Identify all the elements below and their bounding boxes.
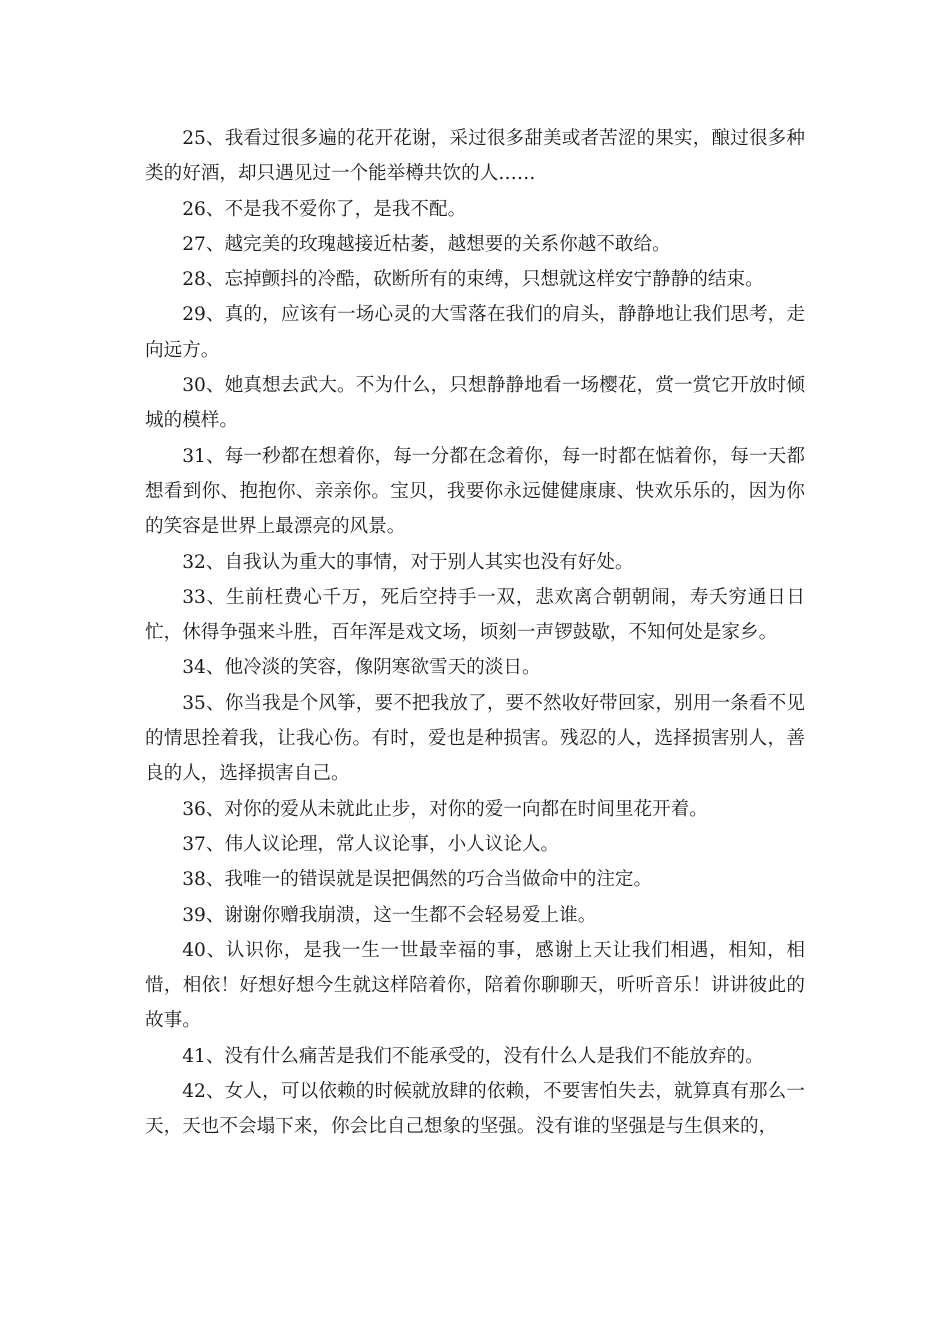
paragraph-27: 27、越完美的玫瑰越接近枯萎，越想要的关系你越不敢给。: [182, 233, 671, 255]
paragraph-38: 38、我唯一的错误就是误把偶然的巧合当做命中的注定。: [182, 869, 653, 891]
paragraph-37: 37、伟人议论理，常人议论事，小人议论人。: [182, 833, 560, 855]
document-body: [145, 121, 805, 1145]
paragraph-34: 34、他冷淡的笑容，像阴寒欲雪天的淡日。: [182, 657, 541, 679]
paragraph-42: 42、女人，可以依赖的时候就放肆的依赖，不要害怕失去，就算真有那么一天，天也不会塌下来，你会比自己想象的坚强。没有谁的坚强是与生俱来的，: [145, 1081, 805, 1138]
paragraph-29: 29、真的，应该有一场心灵的大雪落在我们的肩头，静静地让我们思考，走向远方。: [145, 304, 805, 361]
paragraph-31: 31、每一秒都在想着你，每一分都在念着你，每一时都在惦着你，每一天都想看到你、抱抱你、亲亲你。宝贝，我要你永远健健康康、快欢乐乐的，因为你的笑容是世界上最漂亮的风景。: [145, 445, 805, 538]
paragraph-28: 28、忘掉颤抖的冷酷，砍断所有的束缚，只想就这样安宁静静的结束。: [182, 269, 764, 291]
paragraph-26: 26、不是我不爱你了，是我不配。: [182, 198, 467, 220]
paragraph-40: 40、认识你，是我一生一世最幸福的事，感谢上天让我们相遇，相知，相惜，相依！好想好想今生就这样陪着你，陪着你聊聊天，听听音乐！讲讲彼此的故事。: [145, 939, 805, 1032]
paragraph-33: 33、生前枉费心千万，死后空持手一双，悲欢离合朝朝闹，寿夭穷通日日忙，休得争强来斗胜，百年浑是戏文场，顷刻一声锣鼓歇，不知何处是家乡。: [145, 586, 805, 644]
paragraph-25: 25、我看过很多遍的花开花谢，采过很多甜美或者苦涩的果实，酿过很多种类的好酒，却只遇见过一个能举樽共饮的人……: [145, 128, 805, 185]
paragraph-36: 36、对你的爱从未就此止步，对你的爱一向都在时间里花开着。: [182, 798, 708, 820]
paragraph-30: 30、她真想去武大。不为什么，只想静静地看一场樱花，赏一赏它开放时倾城的模样。: [145, 375, 805, 432]
paragraph-39: 39、谢谢你赠我崩溃，这一生都不会轻易爱上谁。: [182, 904, 597, 926]
paragraph-35: 35、你当我是个风筝，要不把我放了，要不然收好带回家，别用一条看不见的情思拴着我，让我心伤。有时，爱也是种损害。残忍的人，选择损害别人，善良的人，选择损害自己。: [145, 692, 805, 785]
paragraph-41: 41、没有什么痛苦是我们不能承受的，没有什么人是我们不能放弃的。: [182, 1045, 764, 1067]
paragraph-32: 32、自我认为重大的事情，对于别人其实也没有好处。: [182, 551, 634, 573]
